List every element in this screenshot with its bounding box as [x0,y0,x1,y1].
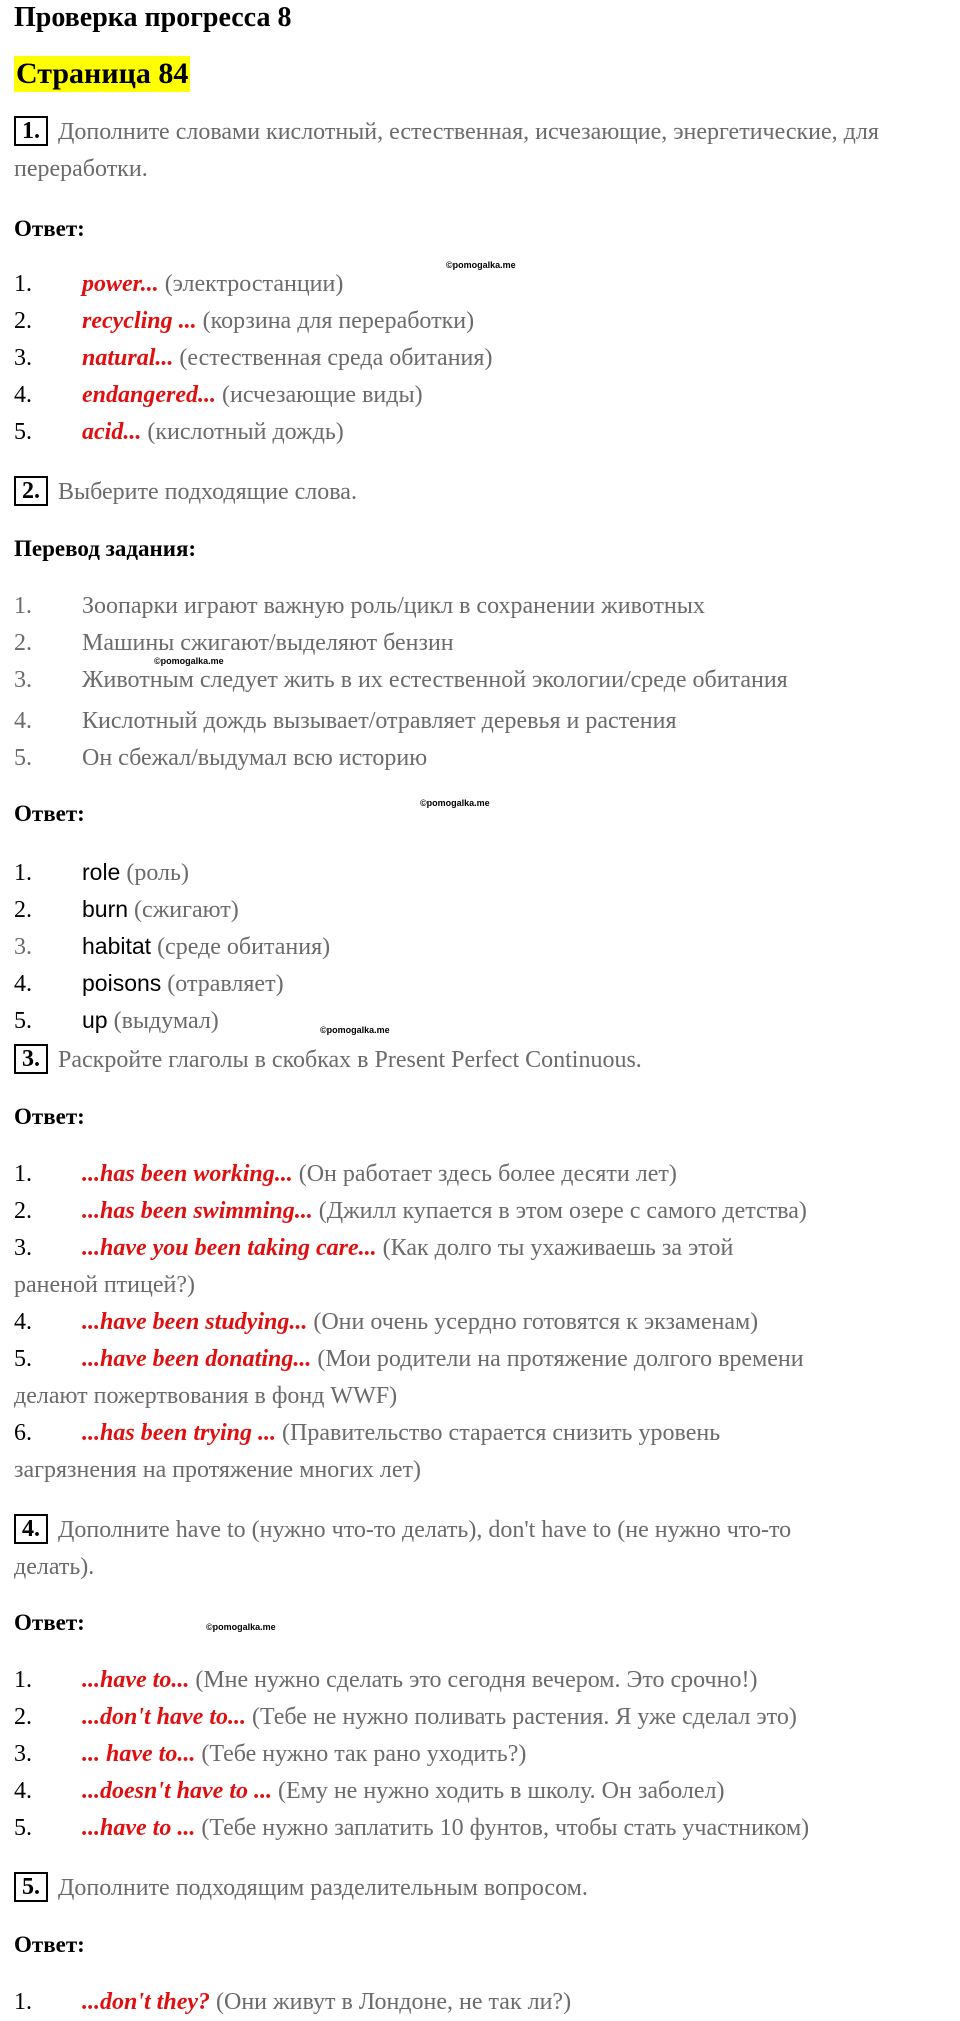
list-item: 5. ...have to ... (Тебе нужно заплатить 10 фунтов, чтобы стать участником) [14,1815,810,1841]
task1-prompt [14,114,949,188]
list-item: 1. power... (электростанции) [14,271,344,297]
list-item: 5. up (выдумал) [14,1007,219,1034]
task3-number: 3. [14,1044,48,1074]
task1-text: Дополните словами кислотный, естественная, исчезающие, энергетические, для переработки. [14,119,879,182]
task1-answer-label: Ответ: [14,216,85,241]
task4-text-continuation: делать). [14,1554,95,1580]
task5-answer-label: Ответ: [14,1932,85,1957]
list-item: 4. ...have been studying... (Они очень усердно готовятся к экзаменам) [14,1309,759,1335]
list-item: 1. ...have to... (Мне нужно сделать это сегодня вечером. Это срочно!) [14,1667,758,1693]
task5-prompt [14,1870,588,1907]
list-item: 3. natural... (естественная среда обитания) [14,345,493,371]
list-item: 2. burn (сжигают) [14,896,239,923]
list-item: 1. role (роль) [14,859,189,886]
list-item: 2. recycling ... (корзина для переработки) [14,308,475,334]
task5-number: 5. [14,1872,48,1902]
task4-answer-label: Ответ: [14,1610,85,1635]
task3-text: Раскройте глаголы в скобках в Present Perfect Continuous. [58,1047,642,1073]
task2-translation-label: Перевод задания: [14,536,197,561]
task3-answers [14,1156,949,1489]
task5-answers [14,1984,571,2021]
task4-text: Дополните have to (нужно что-то делать), don't have to (не нужно что-то [58,1517,792,1543]
watermark: ©pomogalka.me [206,1622,276,1632]
list-item: 3. ...have you been taking care... (Как долго ты ухаживаешь за этой [14,1235,734,1261]
task4-prompt [14,1512,949,1586]
task3-prompt [14,1042,642,1079]
list-item: 4. Кислотный дождь вызывает/отравляет деревья и растения [14,708,677,734]
list-item: 3. ... have to... (Тебе нужно так рано уходить?) [14,1741,527,1767]
list-item: 1. ...don't they? (Они живут в Лондоне, не так ли?) [14,1989,572,2015]
list-item-continuation: раненой птицей?) [14,1272,195,1298]
list-item: 2. ...don't have to... (Тебе не нужно поливать растения. Я уже сделал это) [14,1704,797,1730]
list-item: 2. Машины сжигают/выделяют бензин [14,630,454,656]
list-item: 6. ...has been trying ... (Правительство старается снизить уровень [14,1420,721,1446]
task2-text: Выберите подходящие слова. [58,479,357,505]
list-item: 1. Зоопарки играют важную роль/цикл в сохранении животных [14,593,705,619]
page-label: Страница 84 [16,57,189,90]
list-item-continuation: делают пожертвования в фонд WWF) [14,1383,398,1409]
document-title: Проверка прогресса 8 [14,2,292,33]
task4-number: 4. [14,1514,48,1544]
list-item: 3. Животным следует жить в их естественной экологии/среде обитания [14,667,788,693]
list-item: 4. endangered... (исчезающие виды) [14,382,423,408]
task2-prompt [14,474,357,511]
list-item-continuation: загрязнения на протяжение многих лет) [14,1457,422,1483]
watermark: ©pomogalka.me [320,1025,390,1035]
watermark: ©pomogalka.me [446,260,516,270]
task4-answers [14,1662,809,1847]
list-item: 5. ...have been donating... (Мои родители на протяжение долгого времени [14,1346,804,1372]
task1-answers [14,266,492,451]
list-item: 4. ...doesn't have to ... (Ему не нужно ходить в школу. Он заболел) [14,1778,725,1804]
task2-answers [14,854,330,1039]
list-item: 1. ...has been working... (Он работает здесь более десяти лет) [14,1161,677,1187]
list-item: 4. poisons (отравляет) [14,970,284,997]
task3-answer-label: Ответ: [14,1104,85,1129]
list-item: 5. acid... (кислотный дождь) [14,419,344,445]
list-item: 2. ...has been swimming... (Джилл купается в этом озере с самого детства) [14,1198,807,1224]
list-item: 3. habitat (среде обитания) [14,933,331,960]
watermark: ©pomogalka.me [420,798,490,808]
task2-translation [14,588,788,777]
task2-answer-label: Ответ: [14,801,85,826]
list-item: 5. Он сбежал/выдумал всю историю [14,745,428,771]
watermark: ©pomogalka.me [154,656,224,666]
task1-number: 1. [14,116,48,146]
task2-number: 2. [14,476,48,506]
task5-text: Дополните подходящим разделительным вопросом. [58,1875,588,1901]
